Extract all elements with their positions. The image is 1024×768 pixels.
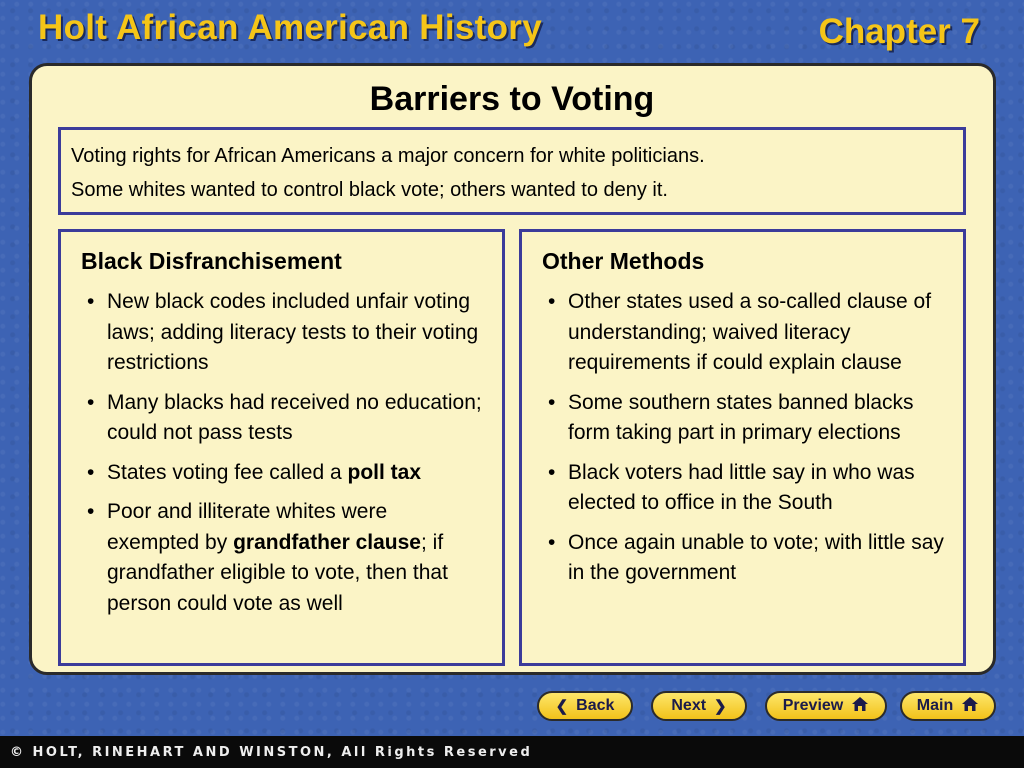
main-button[interactable] (900, 691, 996, 721)
chevron-right-icon: ❯ (714, 698, 727, 715)
slide-title: Barriers to Voting (369, 80, 655, 118)
copyright-footer: © HOLT, RINEHART AND WINSTON, All Rights Reserved (0, 736, 1024, 768)
list-item (81, 497, 484, 619)
list-item (81, 458, 484, 489)
list-item: • Many blacks had received no education; could not pass tests (81, 388, 484, 449)
intro-box (58, 127, 966, 215)
column-heading: Other Methods (542, 248, 705, 274)
list-item: • New black codes included unfair voting laws; adding literacy tests to their voting restrictions (81, 287, 484, 379)
back-button-label: Back (576, 697, 615, 714)
intro-line: Voting rights for African Americans a major concern for white politicians. (71, 145, 705, 167)
home-icon (961, 696, 979, 716)
home-icon (851, 696, 869, 716)
back-button[interactable] (537, 691, 633, 721)
list-item: • Some southern states banned blacks form taking part in primary elections (542, 388, 945, 449)
preview-button-label: Preview (782, 697, 844, 714)
chapter-label: Chapter 7 (818, 12, 980, 51)
main-button-label: Main (916, 697, 954, 714)
list-item-text: States voting fee called a (107, 460, 348, 484)
app-title: Holt African American History (38, 8, 542, 47)
list-item-text: ; if grandfather eligible to vote, then that person could vote as well (107, 530, 448, 615)
list-item-text: Poor and illiterate whites were exempted by (107, 500, 388, 554)
intro-line: Some whites wanted to control black vote; others wanted to deny it. (71, 179, 668, 201)
key-term-poll-tax: poll tax (347, 460, 422, 484)
black-disfranchisement-column (58, 229, 505, 666)
next-button-label: Next (671, 697, 707, 714)
list-item: • Once again unable to vote; with little say in the government (542, 528, 945, 589)
list-item: • Black voters had little say in who was elected to office in the South (542, 458, 945, 519)
other-methods-column (519, 229, 966, 666)
column-heading: Black Disfranchisement (81, 248, 342, 274)
chevron-left-icon: ❮ (555, 698, 569, 715)
next-button[interactable] (651, 691, 747, 721)
list-item: • Other states used a so-called clause of understanding; waived literacy requirements if could explain clause (542, 287, 945, 379)
bullet-list (542, 287, 945, 589)
key-term-grandfather-clause: grandfather clause (233, 530, 421, 554)
bullet-list (81, 287, 484, 619)
preview-button[interactable] (765, 691, 887, 721)
